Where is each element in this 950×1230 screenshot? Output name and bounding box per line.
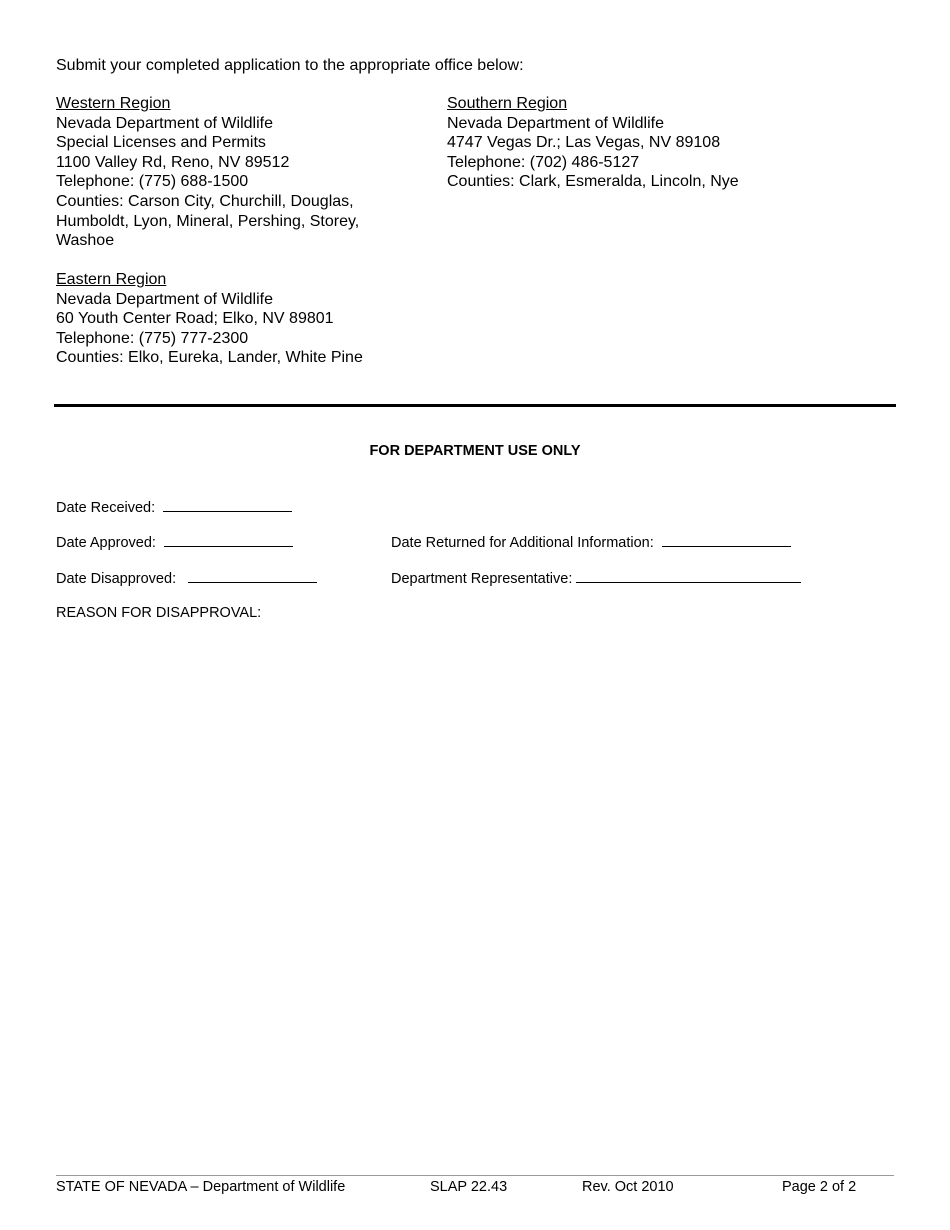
southern-region-office: [447, 94, 807, 192]
department-representative-blank[interactable]: [576, 568, 801, 583]
office-line: Nevada Department of Wildlife: [447, 114, 664, 132]
office-line: Nevada Department of Wildlife: [56, 114, 273, 132]
date-returned-blank[interactable]: [662, 532, 791, 547]
intro-text: Submit your completed application to the appropriate office below:: [56, 57, 524, 74]
date-disapproved-label: Date Disapproved:: [56, 571, 177, 587]
date-received-label: Date Received:: [56, 500, 156, 516]
office-counties: Counties: Elko, Eureka, Lander, White Pine: [56, 349, 363, 367]
footer-agency: STATE OF NEVADA – Department of Wildlife: [56, 1179, 346, 1195]
date-received-field: [56, 497, 292, 517]
date-approved-label: Date Approved:: [56, 535, 156, 551]
footer-revision: Rev. Oct 2010: [582, 1179, 674, 1195]
office-line: 1100 Valley Rd, Reno, NV 89512: [56, 153, 290, 171]
date-approved-field: [56, 532, 293, 552]
office-heading: Southern Region: [447, 95, 568, 112]
office-phone: Telephone: (702) 486-5127: [447, 153, 640, 171]
office-phone: Telephone: (775) 777-2300: [56, 329, 249, 347]
date-returned-label: Date Returned for Additional Information:: [391, 535, 654, 551]
office-heading: Eastern Region: [56, 271, 167, 288]
reason-for-disapproval-label: REASON FOR DISAPPROVAL:: [56, 605, 262, 621]
section-divider: [54, 404, 896, 407]
date-disapproved-field: [56, 568, 317, 588]
office-line: Nevada Department of Wildlife: [56, 290, 273, 308]
date-approved-blank[interactable]: [164, 532, 293, 547]
office-counties: Counties: Clark, Esmeralda, Lincoln, Nye: [447, 173, 739, 191]
footer-page-number: Page 2 of 2: [782, 1179, 857, 1195]
western-region-office: [56, 94, 396, 251]
office-line: Special Licenses and Permits: [56, 134, 266, 152]
office-line: 4747 Vegas Dr.; Las Vegas, NV 89108: [447, 134, 721, 152]
footer-form-number: SLAP 22.43: [430, 1179, 508, 1195]
department-representative-field: [391, 568, 801, 588]
date-received-blank[interactable]: [163, 497, 292, 512]
department-representative-label: Department Representative:: [391, 571, 573, 587]
date-returned-field: [391, 532, 791, 552]
office-heading: Western Region: [56, 95, 171, 112]
department-use-title: FOR DEPARTMENT USE ONLY: [369, 443, 581, 459]
office-line: 60 Youth Center Road; Elko, NV 89801: [56, 310, 334, 328]
eastern-region-office: [56, 270, 416, 368]
footer-divider: [56, 1175, 894, 1176]
date-disapproved-blank[interactable]: [188, 568, 317, 583]
office-counties: Counties: Carson City, Churchill, Douglas, Humboldt, Lyon, Mineral, Pershing, Storey, Washoe: [56, 192, 360, 250]
office-phone: Telephone: (775) 688-1500: [56, 173, 249, 191]
